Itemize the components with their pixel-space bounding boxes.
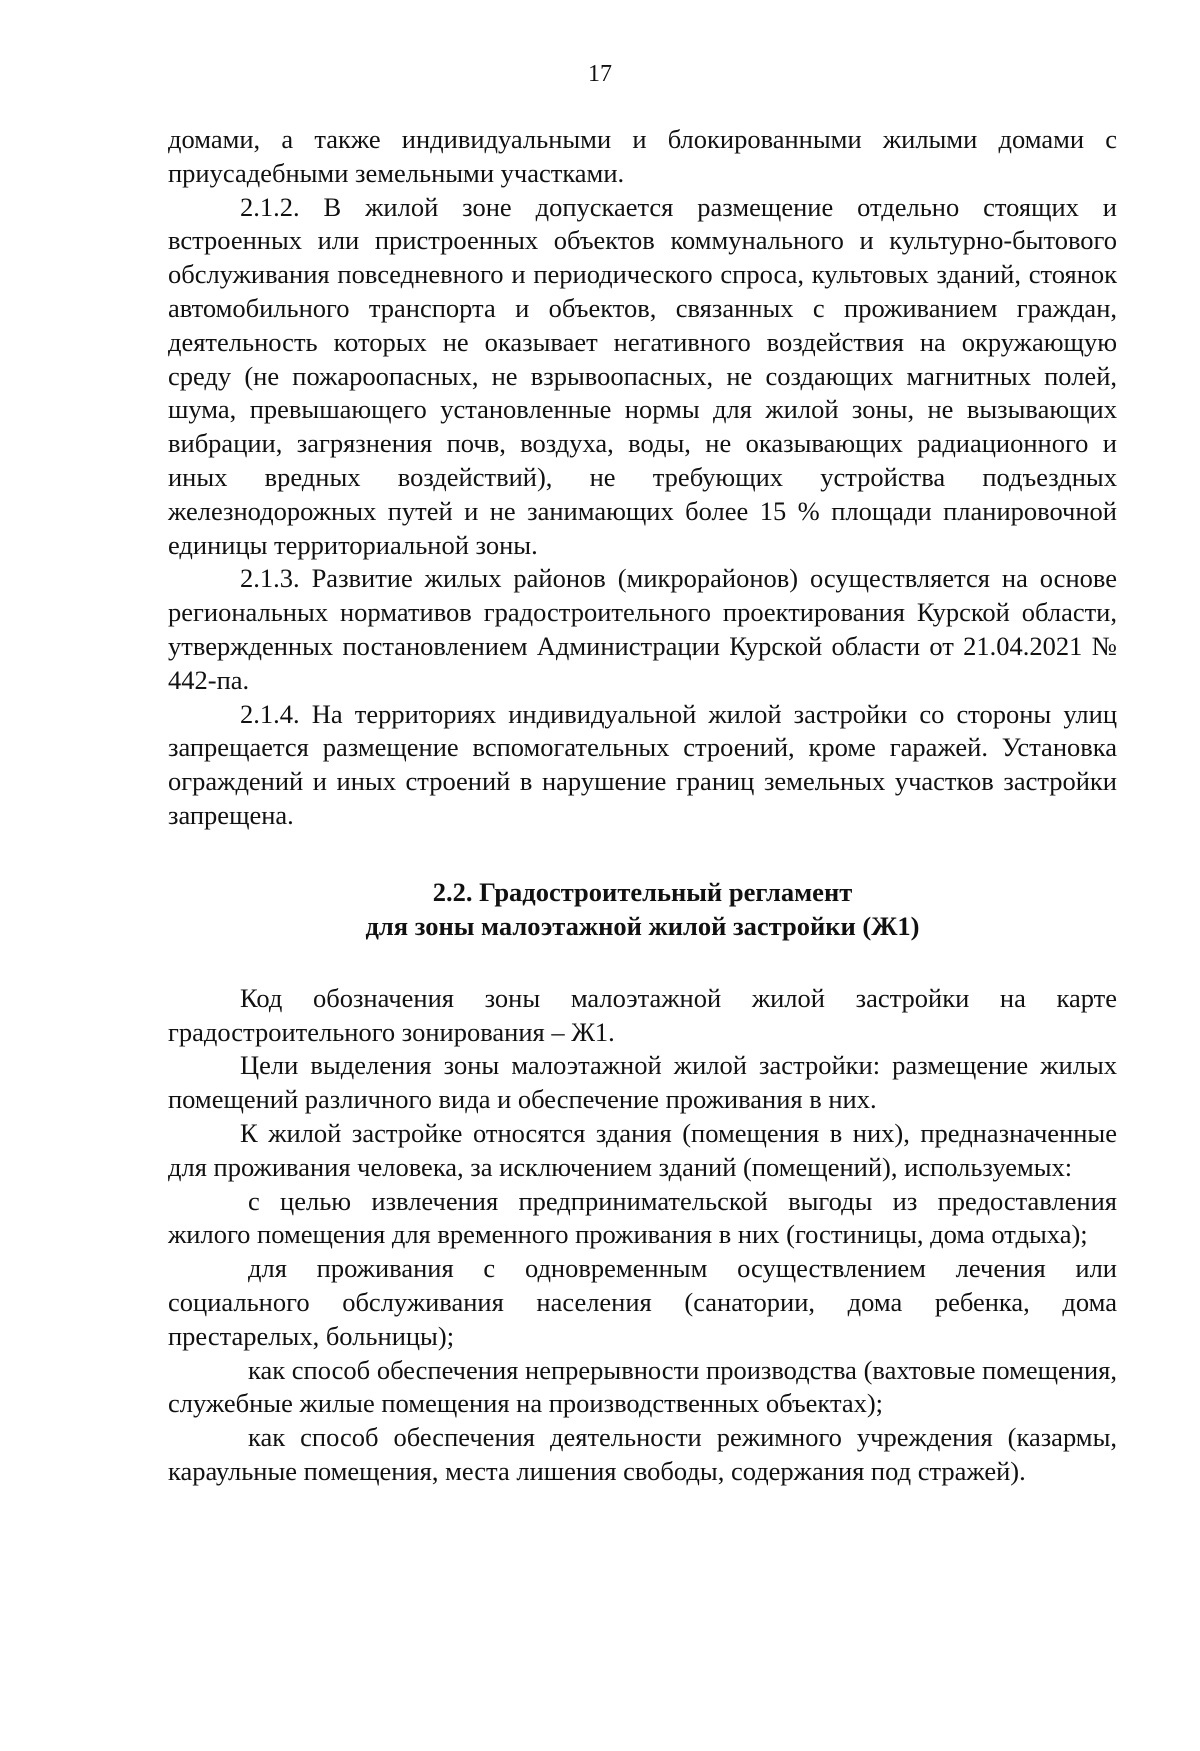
exclusion-item-hotels: с целью извлечения предпринимательской выгоды из предоставления жилого помещения для временного проживания в них (гостиницы, дома отдыха); bbox=[168, 1185, 1117, 1250]
section-heading bbox=[168, 875, 1117, 943]
document-body bbox=[168, 123, 1117, 1489]
zone-goals-paragraph: Цели выделения зоны малоэтажной жилой застройки: размещение жилых помещений различного вида и обеспечение проживания в них. bbox=[168, 1050, 1117, 1115]
section-heading-line-1: 2.2. Градостроительный регламент bbox=[432, 876, 853, 907]
section-heading-line-2: для зоны малоэтажной жилой застройки (Ж1) bbox=[365, 910, 920, 941]
clause-2-1-3: 2.1.3. Развитие жилых районов (микрорайонов) осуществляется на основе региональных нормативов градостроительного проектирования Курской области, утвержденных постановлением Администрации Курской области от 21.04.2021 № 442-па. bbox=[168, 563, 1117, 695]
clause-2-1-2: 2.1.2. В жилой зоне допускается размещение отдельно стоящих и встроенных или пристроенных объектов коммунального и культурно-бытового обслуживания повседневного и периодического спроса, культовых зданий, стоянок автомобильного транспорта и объектов, связанных с проживанием граждан, деятельность которых не оказывает негативного воздействия на окружающую среду (не пожароопасных, не взрывоопасных, не создающих магнитных полей, шума, превышающего установленные нормы для жилой зоны, не вызывающих вибрации, загрязнения почв, воздуха, воды, не оказывающих радиационного и иных вредных воздействий), не требующих устройства подъездных железнодорожных путей и не занимающих более 15 % площади планировочной единицы территориальной зоны. bbox=[168, 191, 1117, 560]
residential-definition-paragraph: К жилой застройке относятся здания (помещения в них), предназначенные для проживания человека, за исключением зданий (помещений), используемых: bbox=[168, 1117, 1117, 1182]
zone-code-paragraph: Код обозначения зоны малоэтажной жилой застройки на карте градостроительного зонирования – Ж1. bbox=[168, 982, 1117, 1047]
continuation-paragraph: домами, а также индивидуальными и блокированными жилыми домами с приусадебными земельными участками. bbox=[168, 124, 1117, 188]
exclusion-item-regime: как способ обеспечения деятельности режимного учреждения (казармы, караульные помещения, места лишения свободы, содержания под стражей). bbox=[168, 1422, 1117, 1486]
exclusion-item-medical: для проживания с одновременным осуществлением лечения или социального обслуживания населения (санатории, дома ребенка, дома престарелых, больницы); bbox=[168, 1253, 1117, 1351]
exclusion-item-shift: как способ обеспечения непрерывности производства (вахтовые помещения, служебные жилые помещения на производственных объектах); bbox=[168, 1354, 1117, 1419]
clause-2-1-4: 2.1.4. На территориях индивидуальной жилой застройки со стороны улиц запрещается размещение вспомогательных строений, кроме гаражей. Установка ограждений и иных строений в нарушение границ земельных участков застройки запрещена. bbox=[168, 698, 1117, 830]
page-number: 17 bbox=[588, 61, 612, 87]
